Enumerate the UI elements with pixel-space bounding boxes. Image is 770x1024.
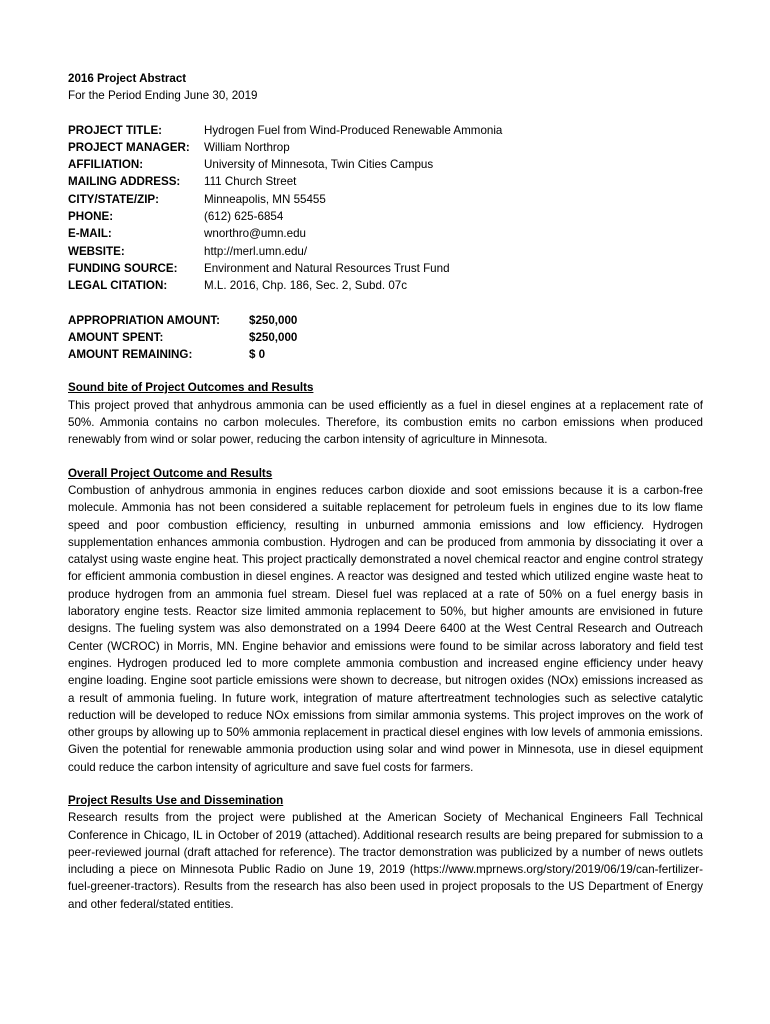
section-heading: Overall Project Outcome and Results: [68, 466, 273, 480]
info-value: Environment and Natural Resources Trust Fund: [204, 261, 450, 275]
amount-label: AMOUNT REMAINING:: [68, 348, 193, 362]
section-body: Research results from the project were published at the American Society of Mechanical Engineers Fall Technical Conference in Chicago, IL in October of 2019 (attached). Additional research results are being prepared for submission to a peer-reviewed journal (draft attached for reference). The tractor demonstration was publicized by a number of news outlets including a piece on Minnesota Public Radio on June 19, 2019 (https://www.mprnews.org/story/2019/06/19/can-fertilizer-fuel-greener-tractors). Results from the research has also been used in project proposals to the US Department of Energy and other federal/stated entities.: [68, 811, 703, 911]
info-value: Minneapolis, MN 55455: [204, 192, 326, 206]
amount-label: AMOUNT SPENT:: [68, 330, 164, 344]
info-row: [68, 277, 502, 294]
project-info-table: [68, 122, 502, 295]
info-value: Hydrogen Fuel from Wind-Produced Renewable Ammonia: [204, 123, 503, 137]
info-value: http://merl.umn.edu/: [204, 244, 308, 258]
section-body: This project proved that anhydrous ammonia can be used efficiently as a fuel in diesel engines at a replacement rate of 50%. Ammonia contains no carbon molecules. Therefore, its combustion emits no carbon emissions when produced renewably from wind or solar power, reducing the carbon intensity of agriculture in Minnesota.: [68, 398, 703, 447]
info-label: PROJECT MANAGER:: [68, 140, 190, 154]
info-row: [68, 243, 502, 260]
info-row: [68, 191, 502, 208]
info-row: [68, 260, 502, 277]
info-label: FUNDING SOURCE:: [68, 261, 178, 275]
amounts-table: [68, 312, 297, 364]
info-label: AFFILIATION:: [68, 158, 144, 172]
info-value: University of Minnesota, Twin Cities Campus: [204, 158, 434, 172]
info-label: MAILING ADDRESS:: [68, 175, 181, 189]
info-row: [68, 225, 502, 242]
amount-value: $250,000: [249, 330, 298, 344]
info-row: [68, 156, 502, 173]
info-value: M.L. 2016, Chp. 186, Sec. 2, Subd. 07c: [204, 279, 408, 293]
info-label: WEBSITE:: [68, 244, 125, 258]
section-heading: Project Results Use and Dissemination: [68, 793, 284, 807]
info-row: [68, 208, 502, 225]
amount-label: APPROPRIATION AMOUNT:: [68, 313, 221, 327]
info-value: (612) 625-6854: [204, 210, 284, 224]
section-dissemination: [68, 792, 703, 913]
document-page: [68, 70, 703, 913]
info-label: CITY/STATE/ZIP:: [68, 192, 160, 206]
info-value: 111 Church Street: [204, 175, 297, 189]
info-row: [68, 173, 502, 190]
info-value: William Northrop: [204, 140, 290, 154]
info-row: [68, 139, 502, 156]
section-body: Combustion of anhydrous ammonia in engines reduces carbon dioxide and soot emissions because it is a carbon-free molecule. Ammonia has not been considered a suitable replacement for petroleum fuels in engines due to its low flame speed and poor combustion efficiency, resulting in unburned ammonia emissions and low efficiency. Hydrogen supplementation enhances ammonia combustion. Hydrogen and can be produced from ammonia by dissociating it over a catalyst using waste engine heat. This project practically demonstrated a novel chemical reactor and engine control strategy for efficient ammonia combustion in diesel engines. A reactor was designed and tested which utilized engine waste heat to produce hydrogen from an ammonia fuel stream. Diesel fuel was replaced at a rate of 50% on a fuel energy basis in laboratory engine tests. Reactor size limited ammonia replacement to 50%, but higher amounts are envisioned in future designs. The fueling system was also demonstrated on a 1994 Deere 6400 at the West Central Research and Outreach Center (WCROC) in Morris, MN. Engine behavior and emissions were found to be similar across laboratory and field test engines. Hydrogen produced led to more complete ammonia combustion and increased engine efficiency under heavy engine loading. Engine soot particle emissions were shown to decrease, but nitrogen oxides (NOx) emissions increased as a result of ammonia fueling. In future work, integration of mature aftertreatment technologies such as selective catalytic reduction will be developed to reduce NOx emissions from similar ammonia systems. This project improves on the work of other groups by allowing up to 50% ammonia replacement in practical diesel engines with low levels of ammonia emissions. Given the potential for renewable ammonia production using solar and wind power in Minnesota, use in diesel equipment could reduce the carbon intensity of agriculture and save fuel costs for farmers.: [68, 483, 703, 774]
info-label: PHONE:: [68, 210, 114, 224]
info-label: PROJECT TITLE:: [68, 123, 163, 137]
info-label: LEGAL CITATION:: [68, 279, 168, 293]
amount-value: $ 0: [249, 348, 266, 362]
amount-row: [68, 329, 297, 346]
amount-row: [68, 346, 297, 363]
abstract-title: 2016 Project Abstract: [68, 72, 187, 85]
section-sound-bite: [68, 379, 703, 448]
section-overall-outcome: [68, 465, 703, 776]
info-row: [68, 122, 502, 139]
info-value: wnorthro@umn.edu: [204, 227, 306, 241]
reporting-period: For the Period Ending June 30, 2019: [68, 89, 258, 103]
info-label: E-MAIL:: [68, 227, 112, 241]
amount-value: $250,000: [249, 313, 298, 327]
amount-row: [68, 312, 297, 329]
section-heading: Sound bite of Project Outcomes and Results: [68, 381, 314, 395]
